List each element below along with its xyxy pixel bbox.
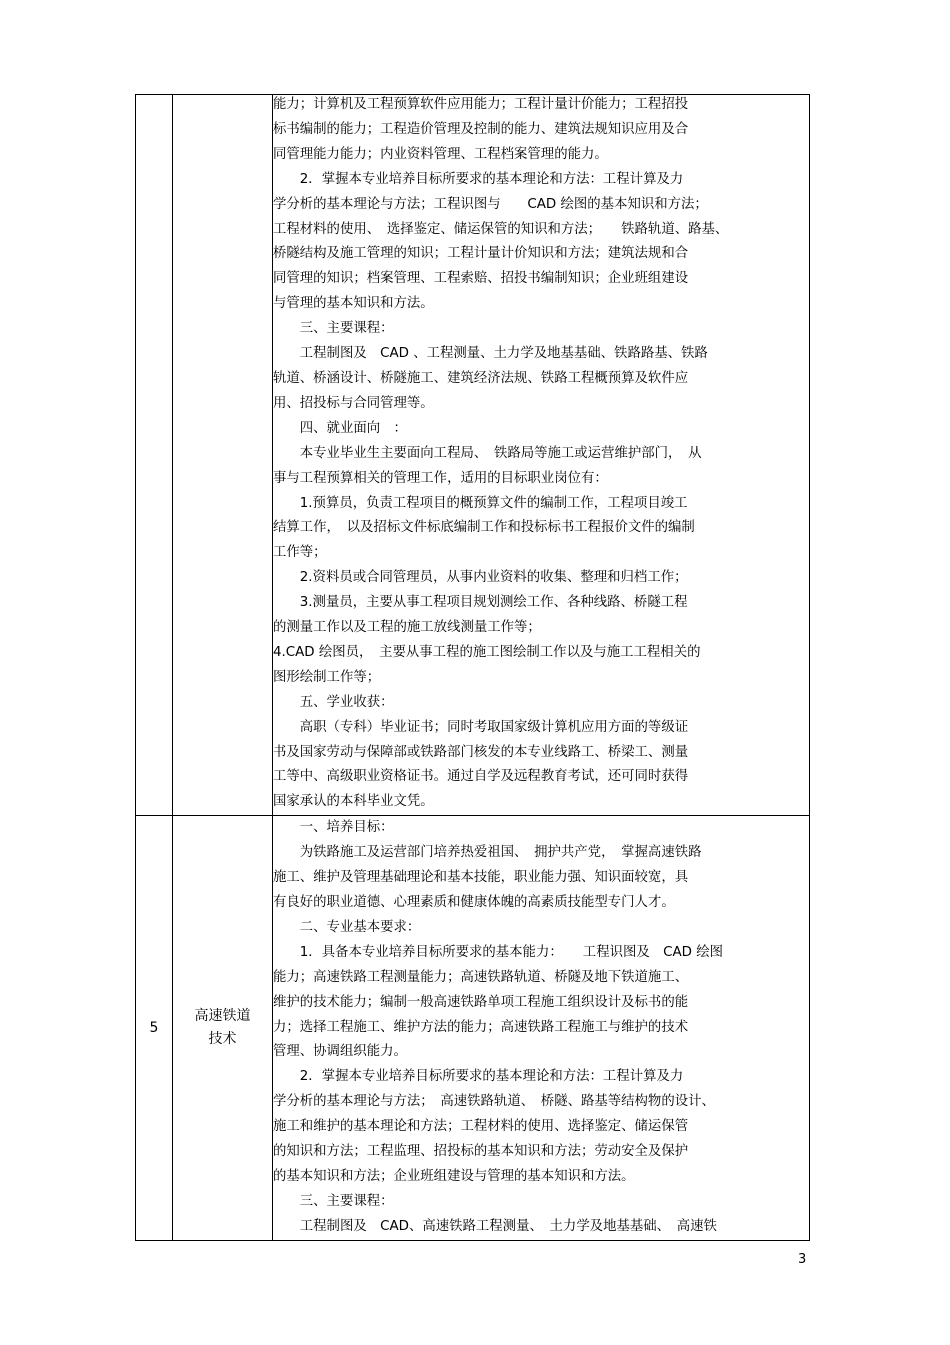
text-line: 学分析的基本理论与方法；工程识图与 CAD 绘图的基本知识和方法； xyxy=(273,196,708,212)
text-line: 轨道、桥涵设计、桥隧施工、建筑经济法规、铁路工程概预算及软件应 xyxy=(273,370,689,386)
program-description-cell xyxy=(273,816,810,1240)
text-line: 能力；计算机及工程预算软件应用能力；工程计量计价能力；工程招投 xyxy=(273,97,689,112)
text-line: 工等中、高级职业资格证书。通过自学及远程教育考试，还可同时获得 xyxy=(273,769,689,785)
text-line: 2．掌握本专业培养目标所要求的基本理论和方法：工程计算及力 xyxy=(273,1069,684,1085)
text-line: 三、主要课程： xyxy=(273,321,394,337)
text-line: 标书编制的能力；工程造价管理及控制的能力、建筑法规知识应用及合 xyxy=(273,121,689,137)
text-line: 2．掌握本专业培养目标所要求的基本理论和方法：工程计算及力 xyxy=(273,171,684,187)
text-line: 与管理的基本知识和方法。 xyxy=(273,296,434,312)
text-line: 的测量工作以及工程的施工放线测量工作等； xyxy=(273,620,541,636)
text-line: 用、招投标与合同管理等。 xyxy=(273,395,434,411)
text-line: 本专业毕业生主要面向工程局、 铁路局等施工或运营维护部门， 从 xyxy=(273,445,702,461)
text-line: 三、主要课程： xyxy=(273,1193,394,1209)
text-line: 五、学业收获： xyxy=(273,694,394,710)
text-line: 学分析的基本理论与方法； 高速铁路轨道、 桥隧、路基等结构物的设计、 xyxy=(273,1094,715,1110)
program-name-line: 高速铁道 xyxy=(194,1007,251,1024)
program-description-cell xyxy=(273,95,810,816)
text-line: 的知识和方法；工程监理、招投标的基本知识和方法；劳动安全及保护 xyxy=(273,1144,689,1160)
text-line: 4.CAD 绘图员， 主要从事工程的施工图绘制工作以及与施工工程相关的 xyxy=(273,644,701,660)
text-line: 施工和维护的基本理论和方法；工程材料的使用、选择鉴定、储运保管 xyxy=(273,1119,689,1135)
text-line: 能力；高速铁路工程测量能力；高速铁路轨道、桥隧及地下铁道施工、 xyxy=(273,969,689,985)
text-line: 事与工程预算相关的管理工作，适用的目标职业岗位有： xyxy=(273,470,608,486)
text-line: 同管理能力能力；内业资料管理、工程档案管理的能力。 xyxy=(273,146,608,162)
program-table xyxy=(135,94,810,1241)
text-line: 四、就业面向 ： xyxy=(273,420,407,436)
text-line: 1．具备本专业培养目标所要求的基本能力： 工程识图及 CAD 绘图 xyxy=(273,944,724,960)
text-line: 工程材料的使用、 选择鉴定、储运保管的知识和方法； 铁路轨道、路基、 xyxy=(273,221,729,237)
text-line: 同管理的知识；档案管理、工程索赔、招投书编制知识；企业班组建设 xyxy=(273,271,689,287)
table-row xyxy=(136,816,810,1240)
text-line: 管理、协调组织能力。 xyxy=(273,1044,407,1060)
text-line: 一、培养目标： xyxy=(273,820,394,836)
table-row xyxy=(136,95,810,816)
text-line: 图形绘制工作等； xyxy=(273,669,381,685)
program-name-cell xyxy=(173,816,273,1240)
text-line: 工作等； xyxy=(273,545,327,561)
text-line: 国家承认的本科毕业文凭。 xyxy=(273,794,434,810)
text-line: 维护的技术能力；编制一般高速铁路单项工程施工组织设计及标书的能 xyxy=(273,994,689,1010)
text-line: 二、专业基本要求： xyxy=(273,919,421,935)
text-line: 的基本知识和方法；企业班组建设与管理的基本知识和方法。 xyxy=(273,1168,635,1184)
text-line: 3.测量员，主要从事工程项目规划测绘工作、各种线路、桥隧工程 xyxy=(273,595,688,611)
text-line: 书及国家劳动与保障部或铁路部门核发的本专业线路工、桥梁工、测量 xyxy=(273,744,689,760)
row-number-cell xyxy=(136,95,173,816)
text-line: 为铁路施工及运营部门培养热爱祖国、 拥护共产党， 掌握高速铁路 xyxy=(273,845,702,861)
text-line: 桥隧结构及施工管理的知识；工程计量计价知识和方法；建筑法规和合 xyxy=(273,246,689,262)
text-line: 2.资料员或合同管理员，从事内业资料的收集、整理和归档工作； xyxy=(273,570,688,586)
text-line: 1.预算员，负责工程项目的概预算文件的编制工作，工程项目竣工 xyxy=(273,495,688,511)
text-line: 工程制图及 CAD、高速铁路工程测量、 土力学及地基基础、 高速铁 xyxy=(273,1218,717,1234)
text-line: 高职（专科）毕业证书；同时考取国家级计算机应用方面的等级证 xyxy=(273,719,689,735)
program-name-cell xyxy=(173,95,273,816)
text-line: 有良好的职业道德、心理素质和健康体魄的高素质技能型专门人才。 xyxy=(273,895,675,910)
text-line: 施工、维护及管理基础理论和基本技能，职业能力强、知识面较宽，具 xyxy=(273,870,689,886)
page-number: 3 xyxy=(798,1252,807,1267)
text-line: 工程制图及 CAD 、工程测量、土力学及地基基础、铁路路基、铁路 xyxy=(273,346,708,362)
text-line: 结算工作， 以及招标文件标底编制工作和投标标书工程报价文件的编制 xyxy=(273,520,695,536)
program-name-line: 技术 xyxy=(208,1030,237,1047)
row-number-cell: 5 xyxy=(136,816,173,1240)
text-line: 力；选择工程施工、维护方法的能力；高速铁路工程施工与维护的技术 xyxy=(273,1019,689,1035)
